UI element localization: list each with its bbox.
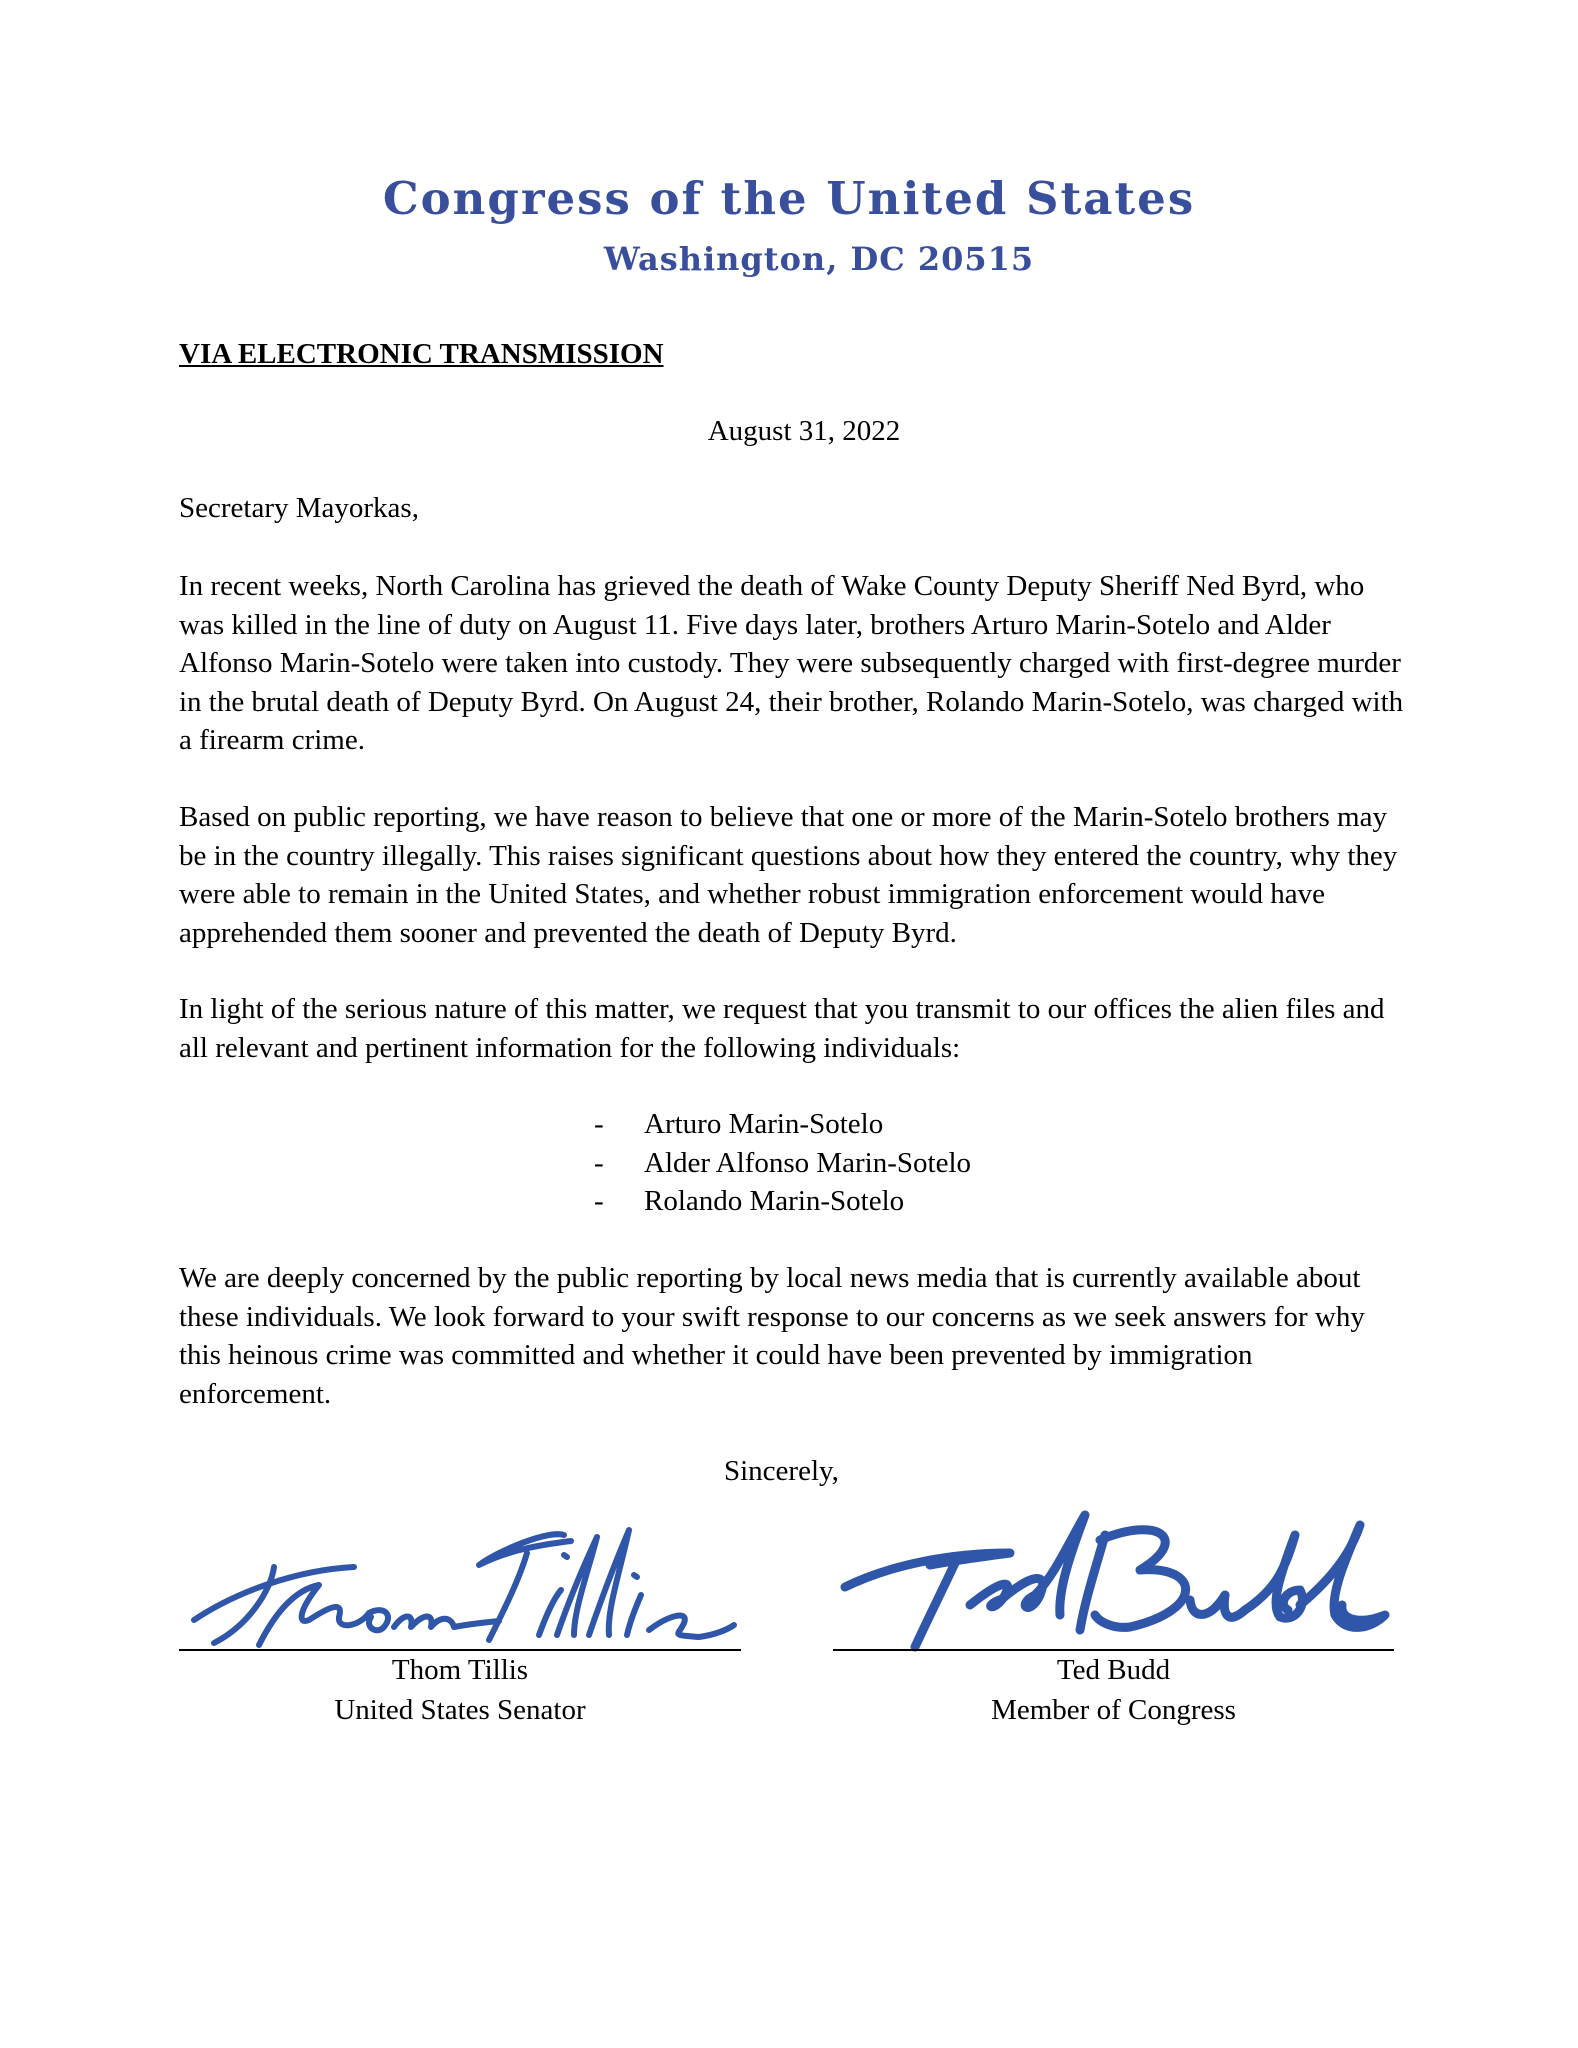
letter-date: August 31, 2022 <box>707 415 901 447</box>
transmission-label: VIA ELECTRONIC TRANSMISSION <box>179 338 664 370</box>
letterhead-title: Congress of the United States <box>382 172 1196 225</box>
signature-ted-budd <box>830 1495 1395 1655</box>
paragraph-3: In light of the serious nature of this matter, we request that you transmit to our offices the alien files and all relevant and pertinent information for the following individuals: <box>179 993 1385 1064</box>
salutation: Secretary Mayorkas, <box>179 492 419 524</box>
signer-title: United States Senator <box>334 1694 586 1726</box>
list-item-text: Alder Alfonso Marin-Sotelo <box>644 1146 972 1179</box>
closing: Sincerely, <box>724 1455 839 1487</box>
letterhead-subtitle: Washington, DC 20515 <box>603 240 1035 278</box>
paragraph-4: We are deeply concerned by the public reporting by local news media that is currently available about these individuals. We look forward to your swift response to our concerns as we seek answers for why this heinous crime was committed and whether it could have been prevented by immigration enforcement. <box>179 1262 1365 1410</box>
signer-title: Member of Congress <box>991 1694 1236 1726</box>
individuals-list <box>594 1105 971 1221</box>
signer-block-right <box>833 1650 1394 1730</box>
signature-thom-tillis <box>179 1495 739 1655</box>
list-item-text: Arturo Marin-Sotelo <box>644 1108 884 1140</box>
signer-block-left <box>179 1650 741 1730</box>
paragraph-2: Based on public reporting, we have reason to believe that one or more of the Marin-Sotelo brothers may be in the country illegally. This raises significant questions about how they entered the country, why they were able to remain in the United States, and whether robust immigration enforcement would have apprehended them sooner and prevented the death of Deputy Byrd. <box>179 801 1398 949</box>
list-bullet: - <box>594 1146 604 1179</box>
list-item <box>594 1105 971 1144</box>
signer-name: Ted Budd <box>1056 1654 1171 1686</box>
list-bullet: - <box>594 1185 604 1217</box>
paragraph-1: In recent weeks, North Carolina has grieved the death of Wake County Deputy Sheriff Ned Byrd, who was killed in the line of duty on August 11. Five days later, brothers Arturo Marin-Sotelo and Alder Alfonso Marin-Sotelo were taken into custody. They were subsequently charged with first-degree murder in the brutal death of Deputy Byrd. On August 24, their brother, Rolando Marin-Sotelo, was charged with a firearm crime. <box>179 570 1404 756</box>
list-bullet: - <box>594 1108 604 1140</box>
signer-name: Thom Tillis <box>391 1654 529 1686</box>
list-item <box>594 1182 971 1221</box>
list-item-text: Rolando Marin-Sotelo <box>644 1185 905 1217</box>
list-item <box>594 1144 971 1183</box>
